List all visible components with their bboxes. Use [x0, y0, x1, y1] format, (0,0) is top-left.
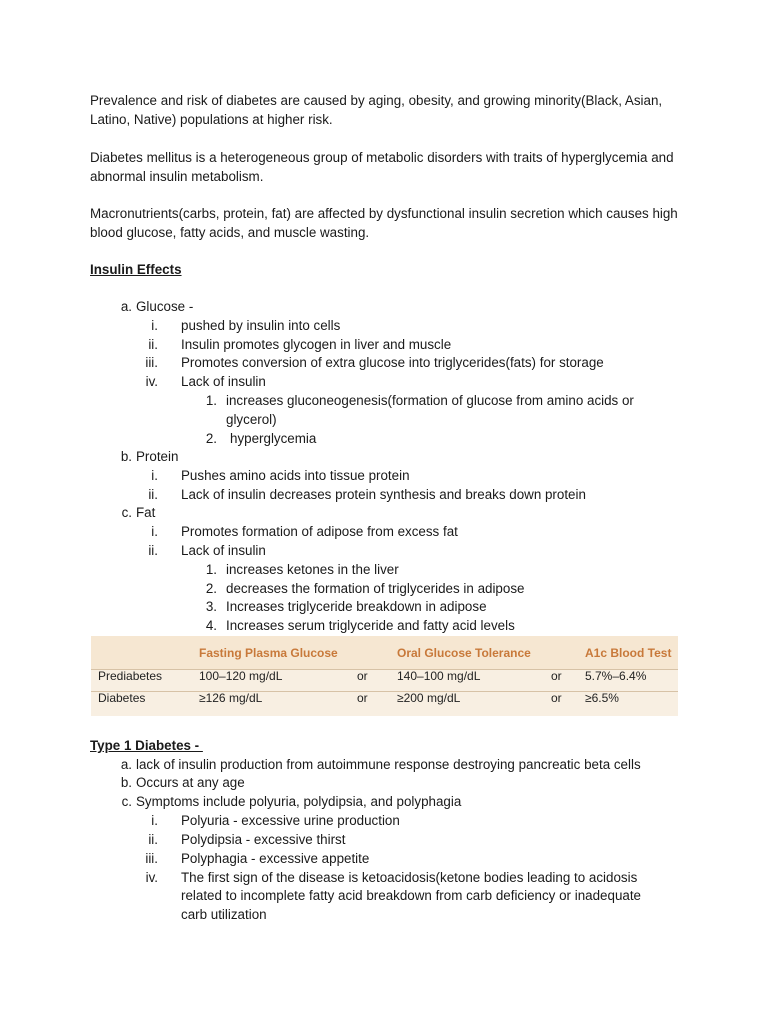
- cell-a1c: ≥6.5%: [585, 691, 619, 705]
- list-item: Increases serum triglyceride and fatty acid levels: [226, 618, 515, 633]
- list-marker: b.: [120, 775, 132, 790]
- list-marker: i.: [151, 468, 158, 483]
- cell-fpg: ≥126 mg/dL: [199, 691, 263, 705]
- row-label-diabetes: Diabetes: [98, 691, 146, 705]
- cell-or: or: [357, 669, 368, 683]
- cell-ogt: ≥200 mg/dL: [397, 691, 461, 705]
- list-marker: ii.: [148, 337, 158, 352]
- header-fasting-plasma-glucose: Fasting Plasma Glucose: [199, 646, 338, 660]
- header-a1c-blood-test: A1c Blood Test: [585, 646, 672, 660]
- list-item: The first sign of the disease is ketoacidosis(ketone bodies leading to acidosis: [181, 870, 638, 885]
- list-item: lack of insulin production from autoimmune response destroying pancreatic beta cells: [136, 757, 641, 772]
- list-item: Lack of insulin decreases protein synthesis and breaks down protein: [181, 487, 586, 502]
- list-item-continuation: glycerol): [226, 412, 277, 427]
- list-marker: 1.: [205, 562, 217, 577]
- list-item: Promotes conversion of extra glucose into triglycerides(fats) for storage: [181, 355, 604, 370]
- list-item-fat: Fat: [136, 505, 156, 520]
- list-item: Pushes amino acids into tissue protein: [181, 468, 410, 483]
- list-marker: ii.: [148, 487, 158, 502]
- list-item: Polyphagia - excessive appetite: [181, 851, 370, 866]
- list-marker: 2.: [205, 431, 217, 446]
- list-marker: i.: [151, 524, 158, 539]
- list-item: Polyuria - excessive urine production: [181, 813, 400, 828]
- list-marker: ii.: [148, 543, 158, 558]
- cell-fpg: 100–120 mg/dL: [199, 669, 283, 683]
- list-item-protein: Protein: [136, 449, 179, 464]
- list-marker: i.: [151, 318, 158, 333]
- intro-paragraph-definition: Diabetes mellitus is a heterogeneous group of metabolic disorders with traits of hyperglycemia and abnormal insulin metabolism.: [90, 150, 674, 184]
- cell-or: or: [551, 691, 562, 705]
- list-item: increases gluconeogenesis(formation of glucose from amino acids or: [226, 393, 634, 408]
- list-marker: 4.: [205, 618, 217, 633]
- list-item: Insulin promotes glycogen in liver and muscle: [181, 337, 452, 352]
- list-item: Polydipsia - excessive thirst: [181, 832, 346, 847]
- cell-a1c: 5.7%–6.4%: [585, 669, 647, 683]
- list-item: hyperglycemia: [230, 431, 317, 446]
- list-marker: i.: [151, 813, 158, 828]
- cell-or: or: [357, 691, 368, 705]
- list-item: Occurs at any age: [136, 775, 245, 790]
- list-marker: iii.: [145, 355, 158, 370]
- list-marker: iii.: [145, 851, 158, 866]
- list-marker: a.: [120, 299, 132, 314]
- intro-paragraph-macronutrients: Macronutrients(carbs, protein, fat) are affected by dysfunctional insulin secretion which causes high blood glucose, fatty acids, and muscle wasting.: [90, 206, 678, 240]
- list-marker: a.: [120, 757, 132, 772]
- list-marker: 1.: [205, 393, 217, 408]
- list-marker: 3.: [205, 599, 217, 614]
- cell-or: or: [551, 669, 562, 683]
- list-item: increases ketones in the liver: [226, 562, 399, 577]
- list-marker: b.: [120, 449, 132, 464]
- list-marker: c.: [121, 505, 132, 520]
- list-item-continuation: related to incomplete fatty acid breakdown from carb deficiency or inadequate: [181, 888, 642, 903]
- intro-paragraph-prevalence: Prevalence and risk of diabetes are caused by aging, obesity, and growing minority(Black, Asian, Latino, Native) populations at higher risk.: [90, 93, 663, 127]
- list-item: Symptoms include polyuria, polydipsia, and polyphagia: [136, 794, 462, 809]
- list-item-continuation: carb utilization: [181, 907, 267, 922]
- list-marker: 2.: [205, 581, 217, 596]
- list-item: Increases triglyceride breakdown in adipose: [226, 599, 487, 614]
- list-marker: c.: [121, 794, 132, 809]
- list-item: Lack of insulin: [181, 543, 266, 558]
- row-label-prediabetes: Prediabetes: [98, 669, 163, 683]
- list-item: Promotes formation of adipose from excess fat: [181, 524, 458, 539]
- header-oral-glucose-tolerance: Oral Glucose Tolerance: [397, 646, 531, 660]
- list-item-glucose: Glucose -: [136, 299, 194, 314]
- cell-ogt: 140–100 mg/dL: [397, 669, 481, 683]
- insulin-effects-heading: Insulin Effects: [90, 262, 182, 277]
- list-marker: iv.: [145, 374, 158, 389]
- list-item: Lack of insulin: [181, 374, 266, 389]
- list-marker: ii.: [148, 832, 158, 847]
- diagnostic-criteria-table: [91, 636, 678, 716]
- type1-diabetes-heading: Type 1 Diabetes -: [90, 738, 203, 753]
- list-marker: iv.: [145, 870, 158, 885]
- list-item: decreases the formation of triglycerides in adipose: [226, 581, 525, 596]
- list-item: pushed by insulin into cells: [181, 318, 341, 333]
